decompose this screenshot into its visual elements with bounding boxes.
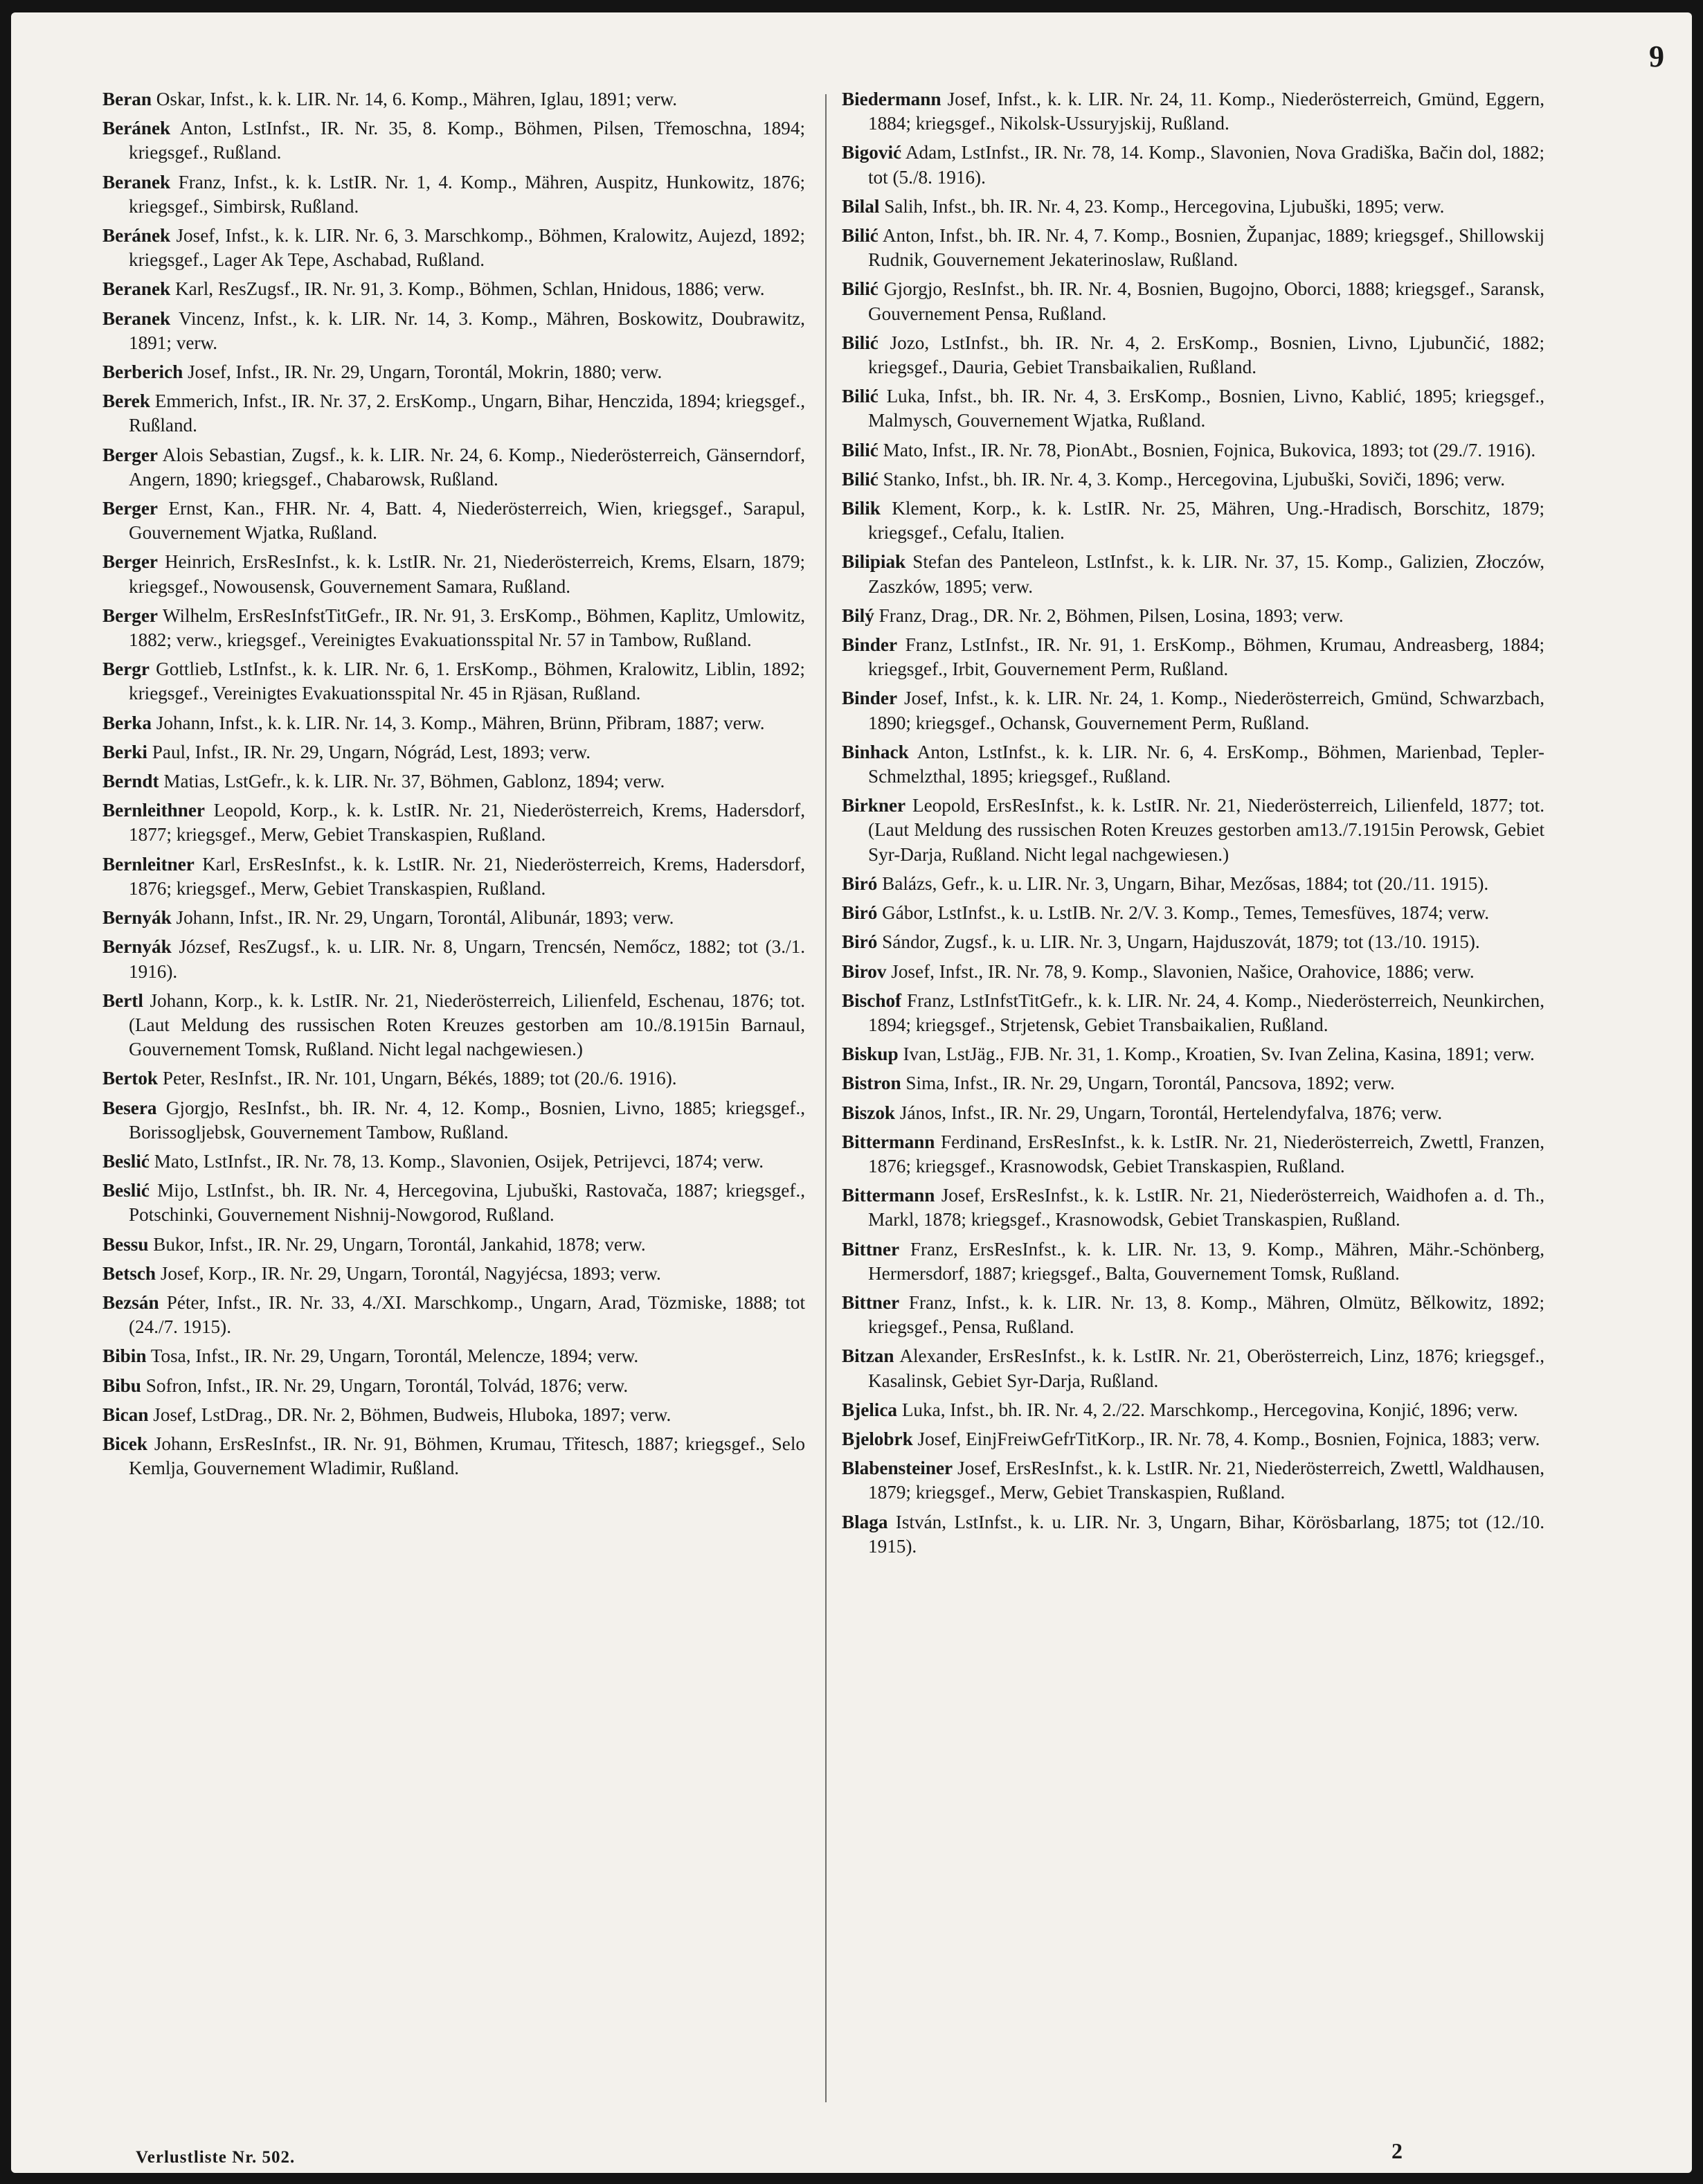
- entry-details: Johann, Infst., IR. Nr. 29, Ungarn, Torontál, Alibunár, 1893; verw.: [176, 907, 674, 929]
- entry-details: János, Infst., IR. Nr. 29, Ungarn, Torontál, Hertelendyfalva, 1876; verw.: [899, 1102, 1443, 1123]
- entry-details: Luka, Infst., bh. IR. Nr. 4, 2./22. Marschkomp., Hercegovina, Konjić, 1896; verw.: [901, 1399, 1518, 1420]
- entry-surname: Bernyák: [102, 907, 172, 929]
- entry-details: Péter, Infst., IR. Nr. 33, 4./XI. Marschkomp., Ungarn, Arad, Tözmiske, 1888; tot (24./7. 1915).: [129, 1291, 805, 1338]
- casualty-entry: [102, 307, 805, 355]
- entry-details: Bukor, Infst., IR. Nr. 29, Ungarn, Torontál, Jankahid, 1878; verw.: [153, 1233, 646, 1255]
- entry-surname: Bergr: [102, 659, 150, 680]
- entry-details: Josef, Infst., IR. Nr. 29, Ungarn, Torontál, Mokrin, 1880; verw.: [188, 361, 663, 383]
- casualty-entry: [842, 1042, 1544, 1066]
- entry-surname: Bilipiak: [842, 551, 906, 573]
- casualty-entry: [102, 389, 805, 438]
- entry-details: Stefan des Panteleon, LstInfst., k. k. LIR. Nr. 37, 15. Komp., Galizien, Złoczów, Zaszków, 1895; verw.: [868, 551, 1544, 597]
- entry-details: Franz, Infst., k. k. LIR. Nr. 13, 8. Komp., Mähren, Olmütz, Bělkowitz, 1892; kriegsgef., Pensa, Rußland.: [868, 1291, 1544, 1338]
- entry-details: Josef, ErsResInfst., k. k. LstIR. Nr. 21, Niederösterreich, Waidhofen a. d. Th., Markl, 1878; kriegsgef., Krasnowodsk, Gebiet Transkaspien, Rußland.: [868, 1185, 1544, 1230]
- casualty-entry: [842, 1237, 1544, 1286]
- entry-details: Johann, ErsResInfst., IR. Nr. 91, Böhmen, Krumau, Třitesch, 1887; kriegsgef., Selo Kemlja, Gouvernement Wladimir, Rußland.: [129, 1433, 805, 1479]
- entry-surname: Bilić: [842, 332, 878, 353]
- entry-details: Sándor, Zugsf., k. u. LIR. Nr. 3, Ungarn, Hajduszovát, 1879; tot (13./10. 1915).: [882, 931, 1480, 953]
- entry-details: Mijo, LstInfst., bh. IR. Nr. 4, Hercegovina, Ljubuški, Rastovača, 1887; kriegsgef., Potschinki, Gouvernement Nishnij-Nowgorod, Rußland.: [129, 1180, 805, 1226]
- casualty-entry: [842, 740, 1544, 789]
- entry-surname: Berndt: [102, 771, 159, 792]
- casualty-entry: [842, 1291, 1544, 1339]
- entry-surname: Birkner: [842, 795, 906, 816]
- casualty-entry: [842, 1071, 1544, 1095]
- casualty-entry: [842, 141, 1544, 189]
- entry-details: Emmerich, Infst., IR. Nr. 37, 2. ErsKomp., Ungarn, Bihar, Henczida, 1894; kriegsgef., Rußland.: [129, 391, 806, 436]
- casualty-entry: [102, 116, 805, 165]
- entry-surname: Bessu: [102, 1233, 149, 1255]
- entry-details: Ivan, LstJäg., FJB. Nr. 31, 1. Komp., Kroatien, Sv. Ivan Zelina, Kasina, 1891; verw.: [903, 1044, 1535, 1065]
- left-column: [102, 87, 805, 1485]
- entry-details: Franz, ErsResInfst., k. k. LIR. Nr. 13, 9. Komp., Mähren, Mähr.-Schönberg, Hermersdorf, 1887; kriegsgef., Balta, Gouvernement Tomsk, Rußland.: [868, 1238, 1544, 1284]
- casualty-entry: [102, 906, 805, 930]
- casualty-entry: [842, 1398, 1544, 1422]
- entry-details: Sofron, Infst., IR. Nr. 29, Ungarn, Torontál, Tolvád, 1876; verw.: [145, 1375, 629, 1396]
- casualty-entry: [102, 657, 805, 706]
- casualty-entry: [842, 1101, 1544, 1125]
- entry-surname: Bittner: [842, 1238, 900, 1260]
- casualty-entry: [102, 550, 805, 598]
- entry-surname: Biró: [842, 902, 878, 924]
- casualty-entry: [842, 550, 1544, 598]
- entry-surname: Berger: [102, 551, 158, 573]
- casualty-entry: [102, 1344, 805, 1368]
- casualty-entry: [842, 989, 1544, 1037]
- entry-details: Gábor, LstInfst., k. u. LstIB. Nr. 2/V. 3. Komp., Temes, Temesfüves, 1874; verw.: [882, 902, 1490, 924]
- casualty-entry: [102, 496, 805, 545]
- entry-surname: Beran: [102, 89, 152, 109]
- entry-surname: Biró: [842, 872, 878, 894]
- entry-surname: Bittermann: [842, 1185, 935, 1206]
- casualty-entry: [102, 798, 805, 847]
- casualty-entry: [102, 1066, 805, 1091]
- entry-surname: Bilić: [842, 278, 878, 300]
- entry-surname: Binder: [842, 634, 898, 656]
- entry-details: Franz, Infst., k. k. LstIR. Nr. 1, 4. Komp., Mähren, Auspitz, Hunkowitz, 1876; kriegsgef., Simbirsk, Rußland.: [129, 171, 806, 217]
- casualty-entry: [102, 935, 805, 983]
- entry-details: Balázs, Gefr., k. u. LIR. Nr. 3, Ungarn, Bihar, Mezősas, 1884; tot (20./11. 1915).: [882, 872, 1489, 894]
- casualty-entry: [102, 1096, 805, 1145]
- entry-surname: Bilal: [842, 195, 880, 217]
- casualty-entry: [102, 740, 805, 764]
- entry-surname: Blaga: [842, 1511, 888, 1532]
- entry-details: Wilhelm, ErsResInfstTitGefr., IR. Nr. 91, 3. ErsKomp., Böhmen, Kaplitz, Umlowitz, 1882; verw., kriegsgef., Vereinigtes Evakuationsspital Nr. 57 in Tambow, Rußland.: [129, 605, 806, 651]
- casualty-entry: [102, 277, 805, 301]
- footer-list-number: Verlustliste Nr. 502.: [136, 2148, 296, 2167]
- entry-surname: Berek: [102, 391, 150, 412]
- entry-surname: Bitzan: [842, 1345, 894, 1367]
- entry-details: Josef, Infst., IR. Nr. 78, 9. Komp., Slavonien, Našice, Orahovice, 1886; verw.: [891, 960, 1475, 982]
- entry-details: Ernst, Kan., FHR. Nr. 4, Batt. 4, Niederösterreich, Wien, kriegsgef., Sarapul, Gouvernement Wjatka, Rußland.: [129, 498, 805, 544]
- entry-surname: Berger: [102, 444, 158, 465]
- casualty-entry: [842, 872, 1544, 896]
- casualty-entry: [842, 686, 1544, 735]
- casualty-entry: [842, 496, 1544, 545]
- casualty-entry: [842, 960, 1544, 984]
- entry-details: Alexander, ErsResInfst., k. k. LstIR. Nr. 21, Oberösterreich, Linz, 1876; kriegsgef., Kasalinsk, Gebiet Syr-Darja, Rußland.: [868, 1345, 1545, 1391]
- entry-surname: Bicek: [102, 1433, 147, 1454]
- entry-details: Sima, Infst., IR. Nr. 29, Ungarn, Torontál, Pancsova, 1892; verw.: [905, 1073, 1395, 1094]
- entry-details: István, LstInfst., k. u. LIR. Nr. 3, Ungarn, Bihar, Körösbarlang, 1875; tot (12./10. 1915).: [868, 1511, 1544, 1557]
- entry-details: Oskar, Infst., k. k. LIR. Nr. 14, 6. Komp., Mähren, Iglau, 1891; verw.: [156, 89, 678, 109]
- casualty-entry: [102, 443, 805, 492]
- entry-surname: Beránek: [102, 225, 171, 247]
- entry-surname: Binder: [842, 688, 898, 709]
- entry-surname: Bjelobrk: [842, 1428, 913, 1449]
- casualty-entry: [102, 1432, 805, 1480]
- entry-details: Matias, LstGefr., k. k. LIR. Nr. 37, Böhmen, Gablonz, 1894; verw.: [163, 771, 665, 792]
- entry-surname: Beranek: [102, 171, 171, 193]
- entry-surname: Bittermann: [842, 1131, 935, 1152]
- entry-details: Alois Sebastian, Zugsf., k. k. LIR. Nr. 24, 6. Komp., Niederösterreich, Gänserndorf, Angern, 1890; kriegsgef., Chabarowsk, Rußland.: [129, 444, 806, 490]
- entry-surname: Bilić: [842, 225, 878, 247]
- document-page: [11, 12, 1692, 2173]
- column-divider: [825, 94, 827, 2102]
- entry-details: Josef, Infst., k. k. LIR. Nr. 6, 3. Marschkomp., Böhmen, Kralowitz, Aujezd, 1892; kriegsgef., Lager Ak Tepe, Aschabad, Rußland.: [129, 225, 806, 271]
- right-column: [842, 87, 1544, 1564]
- entry-details: Karl, ResZugsf., IR. Nr. 91, 3. Komp., Böhmen, Schlan, Hnidous, 1886; verw.: [174, 278, 765, 300]
- entry-details: Luka, Infst., bh. IR. Nr. 4, 3. ErsKomp., Bosnien, Livno, Kablić, 1895; kriegsgef., Malmysch, Gouvernement Wjatka, Rußland.: [868, 386, 1544, 431]
- casualty-entry: [842, 794, 1544, 867]
- entry-details: Adam, LstInfst., IR. Nr. 78, 14. Komp., Slavonien, Nova Gradiška, Bačin dol, 1882; tot (5./8. 1916).: [868, 142, 1544, 188]
- casualty-entry: [102, 1374, 805, 1398]
- entry-details: Josef, ErsResInfst., k. k. LstIR. Nr. 21, Niederösterreich, Zwettl, Waldhausen, 1879; kriegsgef., Merw, Gebiet Transkaspien, Rußland.: [868, 1458, 1545, 1503]
- entry-surname: Biskup: [842, 1044, 899, 1065]
- casualty-entry: [842, 384, 1544, 433]
- casualty-entry: [842, 1183, 1544, 1232]
- casualty-entry: [102, 711, 805, 735]
- entry-surname: Bernyák: [102, 936, 172, 958]
- casualty-entry: [842, 1130, 1544, 1179]
- entry-details: Josef, Infst., k. k. LIR. Nr. 24, 11. Komp., Niederösterreich, Gmünd, Eggern, 1884; kriegsgef., Nikolsk-Ussuryjskij, Rußland.: [868, 89, 1544, 134]
- entry-surname: Blabensteiner: [842, 1458, 953, 1479]
- entry-surname: Beslić: [102, 1180, 150, 1201]
- entry-surname: Bilý: [842, 605, 874, 626]
- page-number: 9: [1649, 39, 1664, 73]
- entry-surname: Berki: [102, 741, 147, 762]
- casualty-entry: [102, 170, 805, 219]
- entry-details: Leopold, ErsResInfst., k. k. LstIR. Nr. 21, Niederösterreich, Lilienfeld, 1877; tot. (Laut Meldung des russischen Roten Kreuzes gestorben am13./7.1915in Perowsk, Gebiet Syr-Darja, Rußland. Nicht legal nachgewiesen.): [868, 795, 1545, 865]
- entry-surname: Binhack: [842, 741, 909, 762]
- entry-surname: Berger: [102, 498, 158, 519]
- entry-surname: Bittner: [842, 1291, 900, 1313]
- entry-details: Gjorgjo, ResInfst., bh. IR. Nr. 4, Bosnien, Bugojno, Oborci, 1888; kriegsgef., Saransk, Gouvernement Pensa, Rußland.: [868, 278, 1544, 324]
- entry-details: Franz, Drag., DR. Nr. 2, Böhmen, Pilsen, Losina, 1893; verw.: [878, 605, 1344, 626]
- entry-details: Josef, Infst., k. k. LIR. Nr. 24, 1. Komp., Niederösterreich, Gmünd, Schwarzbach, 1890; kriegsgef., Ochansk, Gouvernement Perm, Rußland.: [868, 688, 1544, 733]
- entry-details: Josef, EinjFreiwGefrTitKorp., IR. Nr. 78, 4. Komp., Bosnien, Fojnica, 1883; verw.: [917, 1428, 1540, 1449]
- casualty-entry: [842, 1344, 1544, 1393]
- entry-details: Leopold, Korp., k. k. LstIR. Nr. 21, Niederösterreich, Krems, Hadersdorf, 1877; kriegsgef., Merw, Gebiet Transkaspien, Rußland.: [129, 800, 805, 845]
- entry-surname: Berberich: [102, 361, 183, 383]
- entry-surname: Beránek: [102, 118, 171, 139]
- entry-details: Jozo, LstInfst., bh. IR. Nr. 4, 2. ErsKomp., Bosnien, Livno, Ljubunčić, 1882; kriegsgef., Dauria, Gebiet Transbaikalien, Rußland.: [868, 332, 1544, 378]
- entry-surname: Betsch: [102, 1262, 156, 1284]
- entry-surname: Besera: [102, 1097, 157, 1118]
- casualty-entry: [102, 769, 805, 794]
- entry-surname: Bischof: [842, 990, 902, 1011]
- casualty-entry: [842, 195, 1544, 219]
- entry-details: Ferdinand, ErsResInfst., k. k. LstIR. Nr. 21, Niederösterreich, Zwettl, Franzen, 1876; kriegsgef., Krasnowodsk, Gebiet Transkaspien, Rußland.: [868, 1131, 1544, 1176]
- entry-surname: Bernleitner: [102, 853, 195, 875]
- casualty-entry: [102, 87, 805, 111]
- entry-surname: Bigović: [842, 142, 902, 163]
- entry-surname: Biszok: [842, 1102, 896, 1123]
- entry-surname: Bilić: [842, 439, 878, 460]
- casualty-entry: [842, 224, 1544, 272]
- entry-details: Karl, ErsResInfst., k. k. LstIR. Nr. 21, Niederösterreich, Krems, Hadersdorf, 1876; kriegsgef., Merw, Gebiet Transkaspien, Rußland.: [129, 853, 805, 899]
- entry-surname: Biró: [842, 931, 878, 953]
- entry-details: Gjorgjo, ResInfst., bh. IR. Nr. 4, 12. Komp., Bosnien, Livno, 1885; kriegsgef., Borissoglјebsk, Gouvernement Tambow, Rußland.: [129, 1097, 806, 1143]
- casualty-entry: [842, 930, 1544, 954]
- casualty-entry: [102, 1233, 805, 1257]
- entry-details: Tosa, Infst., IR. Nr. 29, Ungarn, Torontál, Melencze, 1894; verw.: [150, 1345, 639, 1367]
- entry-surname: Bican: [102, 1404, 149, 1425]
- entry-surname: Bertl: [102, 990, 143, 1011]
- entry-details: Anton, Infst., bh. IR. Nr. 4, 7. Komp., Bosnien, Županjac, 1889; kriegsgef., Shillowskij Rudnik, Gouvernement Jekaterinoslaw, Rußland.: [868, 225, 1545, 271]
- casualty-entry: [842, 633, 1544, 681]
- entry-details: Anton, LstInfst., k. k. LIR. Nr. 6, 4. ErsKomp., Böhmen, Marienbad, Tepler-Schmelzthal, 1895; kriegsgef., Rußland.: [868, 741, 1544, 787]
- entry-details: Mato, LstInfst., IR. Nr. 78, 13. Komp., Slavonien, Osijek, Petrijevci, 1874; verw.: [154, 1150, 764, 1172]
- entry-surname: Bilić: [842, 468, 878, 490]
- casualty-entry: [102, 852, 805, 901]
- casualty-entry: [842, 1510, 1544, 1559]
- casualty-entry: [842, 331, 1544, 379]
- entry-surname: Berka: [102, 712, 152, 733]
- entry-details: Anton, LstInfst., IR. Nr. 35, 8. Komp., Böhmen, Pilsen, Třemoschna, 1894; kriegsgef., Rußland.: [129, 118, 806, 163]
- footer-signature-mark: 2: [1391, 2138, 1403, 2163]
- casualty-entry: [842, 901, 1544, 925]
- entry-surname: Bilić: [842, 386, 878, 407]
- casualty-entry: [842, 604, 1544, 628]
- entry-details: Stanko, Infst., bh. IR. Nr. 4, 3. Komp., Hercegovina, Ljubuški, Soviči, 1896; verw.: [883, 468, 1506, 490]
- casualty-entry: [102, 1179, 805, 1227]
- entry-surname: Bibu: [102, 1375, 141, 1396]
- entry-surname: Bilik: [842, 498, 881, 519]
- entry-details: Salih, Infst., bh. IR. Nr. 4, 23. Komp., Hercegovina, Ljubuški, 1895; verw.: [884, 195, 1445, 217]
- casualty-entry: [102, 989, 805, 1062]
- casualty-entry: [842, 467, 1544, 492]
- casualty-entry: [842, 1456, 1544, 1505]
- entry-details: Vincenz, Infst., k. k. LIR. Nr. 14, 3. Komp., Mähren, Boskowitz, Doubrawitz, 1891; verw.: [129, 307, 805, 353]
- entry-surname: Bernleithner: [102, 800, 205, 821]
- entry-details: Gottlieb, LstInfst., k. k. LIR. Nr. 6, 1. ErsKomp., Böhmen, Kralowitz, Liblin, 1892; kriegsgef., Vereinigtes Evakuationsspital Nr. 45 in Rjäsan, Rußland.: [129, 659, 805, 704]
- entry-details: Franz, LstInfst., IR. Nr. 91, 1. ErsKomp., Böhmen, Krumau, Andreasberg, 1884; kriegsgef., Irbit, Gouvernement Perm, Rußland.: [868, 634, 1544, 680]
- entry-surname: Biedermann: [842, 89, 941, 109]
- casualty-entry: [842, 87, 1544, 136]
- entry-surname: Bertok: [102, 1068, 159, 1089]
- casualty-entry: [102, 1403, 805, 1427]
- entry-surname: Bibin: [102, 1345, 147, 1367]
- entry-surname: Beranek: [102, 278, 171, 300]
- entry-details: Heinrich, ErsResInfst., k. k. LstIR. Nr. 21, Niederösterreich, Krems, Elsarn, 1879; kriegsgef., Nowousensk, Gouvernement Samara, Rußland.: [129, 551, 806, 597]
- entry-details: József, ResZugsf., k. u. LIR. Nr. 8, Ungarn, Trencsén, Nemőcz, 1882; tot (3./1. 1916).: [129, 936, 805, 982]
- entry-surname: Bjelica: [842, 1399, 898, 1420]
- entry-surname: Bezsán: [102, 1291, 159, 1313]
- entry-details: Josef, LstDrag., DR. Nr. 2, Böhmen, Budweis, Hluboka, 1897; verw.: [153, 1404, 672, 1425]
- casualty-entry: [102, 1262, 805, 1286]
- casualty-entry: [842, 438, 1544, 463]
- casualty-entry: [102, 604, 805, 652]
- entry-details: Mato, Infst., IR. Nr. 78, PionAbt., Bosnien, Fojnica, Bukovica, 1893; tot (29./7. 1916).: [883, 439, 1536, 460]
- entry-details: Johann, Korp., k. k. LstIR. Nr. 21, Niederösterreich, Lilienfeld, Eschenau, 1876; tot. (Laut Meldung des russischen Roten Kreuzes gestorben am 10./8.1915in Barnaul, Gouvernement Tomsk, Rußland. Nicht legal nachgewiesen.): [129, 990, 806, 1060]
- casualty-entry: [842, 277, 1544, 325]
- entry-details: Johann, Infst., k. k. LIR. Nr. 14, 3. Komp., Mähren, Brünn, Přibram, 1887; verw.: [156, 712, 765, 733]
- entry-details: Klement, Korp., k. k. LstIR. Nr. 25, Mähren, Ung.-Hradisch, Borschitz, 1879; kriegsgef., Cefalu, Italien.: [868, 498, 1544, 544]
- entry-details: Josef, Korp., IR. Nr. 29, Ungarn, Torontál, Nagyjécsa, 1893; verw.: [160, 1262, 661, 1284]
- entry-surname: Beslić: [102, 1150, 150, 1172]
- entry-surname: Birov: [842, 960, 887, 982]
- entry-details: Franz, LstInfstTitGefr., k. k. LIR. Nr. 24, 4. Komp., Niederösterreich, Neunkirchen, 1894; kriegsgef., Strjetensk, Gebiet Transbaikalien, Rußland.: [868, 990, 1545, 1035]
- entry-surname: Bistron: [842, 1073, 901, 1094]
- entry-details: Peter, ResInfst., IR. Nr. 101, Ungarn, Békés, 1889; tot (20./6. 1916).: [162, 1068, 677, 1089]
- casualty-entry: [102, 1291, 805, 1339]
- entry-surname: Beranek: [102, 307, 171, 329]
- entry-details: Paul, Infst., IR. Nr. 29, Ungarn, Nógrád, Lest, 1893; verw.: [152, 741, 591, 762]
- casualty-entry: [842, 1427, 1544, 1451]
- casualty-entry: [102, 360, 805, 384]
- casualty-entry: [102, 1149, 805, 1174]
- casualty-entry: [102, 224, 805, 272]
- entry-surname: Berger: [102, 605, 158, 626]
